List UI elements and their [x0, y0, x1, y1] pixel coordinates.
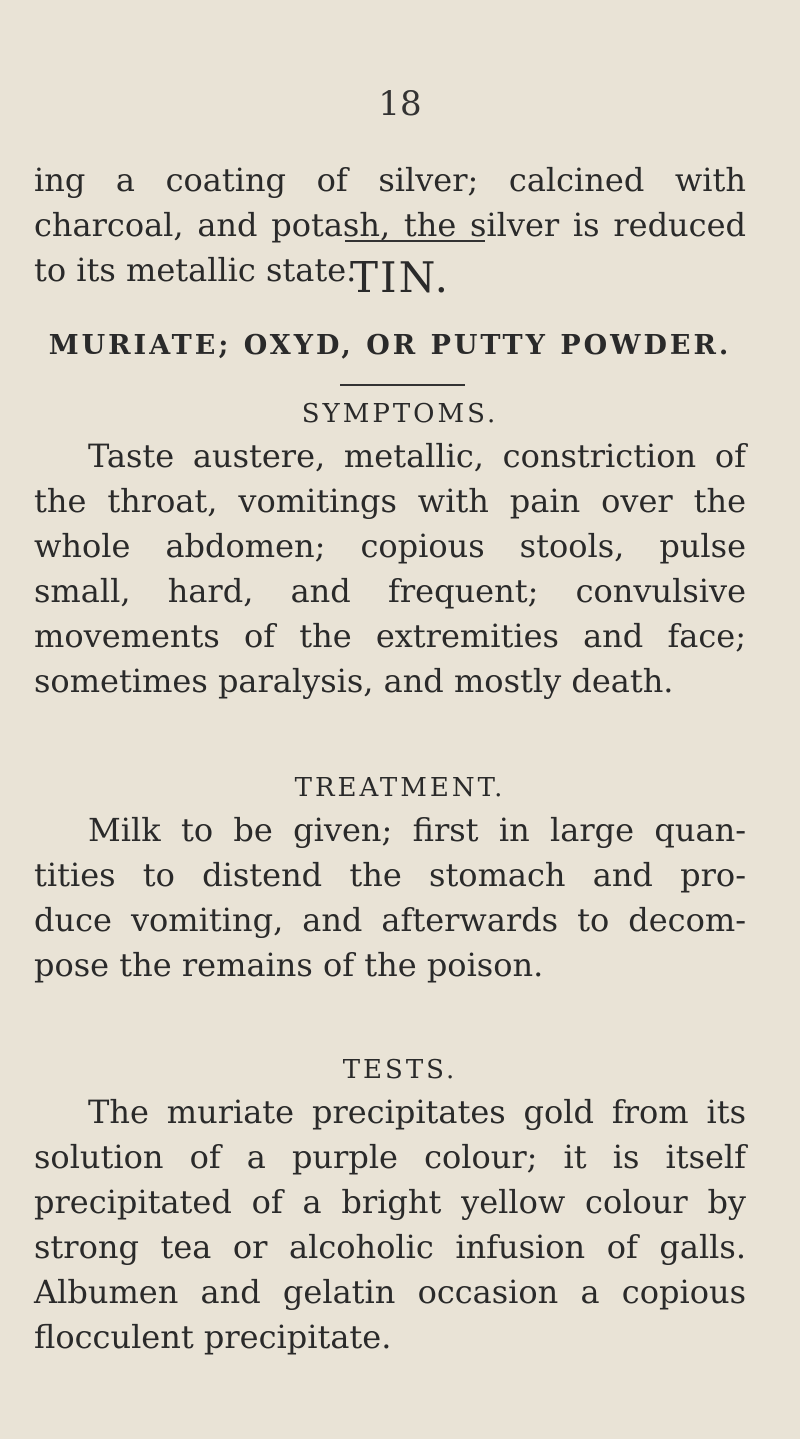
text-line: flocculent precipitate.: [34, 1318, 392, 1356]
text-line: Taste austere, metallic, constriction of: [88, 437, 746, 475]
text-line: strong tea or alcoholic infusion of galls.: [34, 1228, 746, 1266]
text-line: small, hard, and frequent; convulsive: [34, 572, 746, 610]
text-line: ing a coating of silver; calcined with: [34, 161, 746, 199]
text-line: the throat, vomitings with pain over the: [34, 482, 746, 520]
section-title: TIN.: [349, 253, 451, 302]
text-line: movements of the extremities and face;: [34, 617, 746, 655]
subtitle-divider: [340, 384, 465, 386]
text-line: charcoal, and potash, the silver is reduced: [34, 206, 746, 244]
tests-paragraph: [34, 1090, 746, 1360]
text-line: duce vomiting, and afterwards to decom-: [34, 901, 746, 939]
symptoms-paragraph: [34, 434, 746, 704]
text-line: to its metallic state.: [34, 251, 357, 289]
text-line: whole abdomen; copious stools, pulse: [34, 527, 746, 565]
page-number: 18: [378, 84, 422, 124]
symptoms-heading: SYMPTOMS.: [301, 399, 499, 429]
text-line: tities to distend the stomach and pro-: [34, 856, 746, 894]
text-line: sometimes paralysis, and mostly death.: [34, 662, 674, 700]
section-divider: [345, 240, 485, 242]
text-line: precipitated of a bright yellow colour by: [34, 1183, 746, 1221]
text-line: pose the remains of the poison.: [34, 946, 544, 984]
tests-heading: TESTS.: [342, 1055, 458, 1085]
section-subtitle: MURIATE; OXYD, OR PUTTY POWDER.: [48, 330, 732, 361]
treatment-paragraph: [34, 808, 746, 988]
text-line: Albumen and gelatin occasion a copious: [34, 1273, 746, 1311]
text-line: Milk to be given; first in large quan-: [88, 811, 746, 849]
text-line: solution of a purple colour; it is itself: [34, 1138, 746, 1176]
treatment-heading: TREATMENT.: [294, 773, 506, 803]
text-line: The muriate precipitates gold from its: [88, 1093, 746, 1131]
